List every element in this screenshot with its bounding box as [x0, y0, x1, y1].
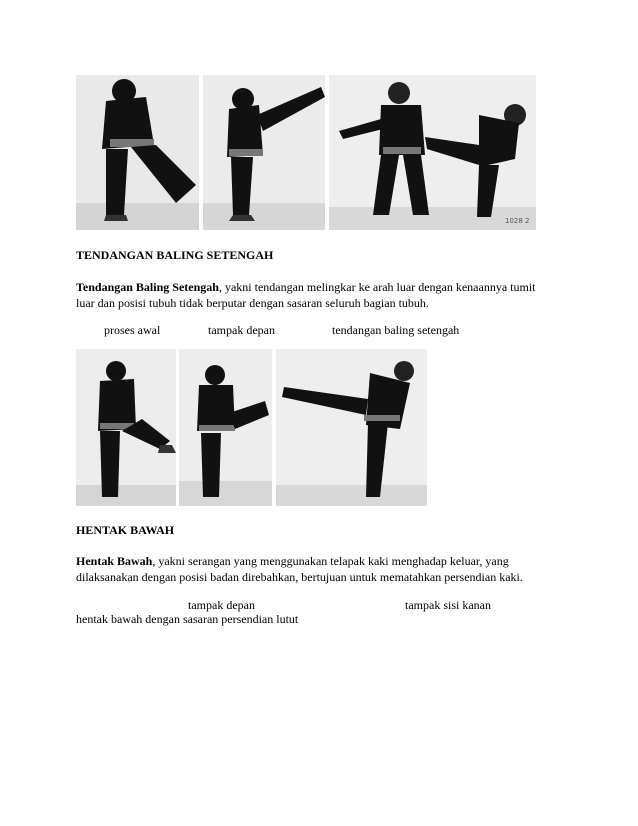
- caption-tampak-depan: tampak depan: [208, 323, 275, 337]
- caption-tendangan-baling-setengah: tendangan baling setengah: [332, 323, 460, 337]
- photo-high-kick-side: [203, 75, 325, 230]
- svg-text:1028 2: 1028 2: [505, 217, 530, 225]
- photo-sparring-kick: [329, 75, 536, 230]
- term-tendangan-baling-setengah: Tendangan Baling Setengah: [76, 280, 219, 294]
- caption-proses-awal: proses awal: [104, 323, 161, 337]
- paragraph-line-1: [76, 553, 509, 569]
- paragraph-text: , yakni serangan yang menggunakan telapak kaki menghadap keluar, yang: [152, 554, 509, 568]
- term-hentak-bawah: Hentak Bawah: [76, 554, 153, 568]
- paragraph-line-1: [76, 279, 536, 295]
- photo-raised-knee: [76, 349, 176, 506]
- section-heading-hentak-bawah: HENTAK BAWAH: [76, 523, 175, 537]
- section-heading-tendangan-baling-setengah: TENDANGAN BALING SETENGAH: [76, 248, 274, 262]
- caption-tampak-depan: tampak depan: [188, 598, 255, 612]
- paragraph-line-2: dilaksanakan dengan posisi badan direbahkan, bertujuan untuk mematahkan persendian kaki.: [76, 570, 523, 584]
- photo-knee-chamber-back: [179, 349, 272, 506]
- paragraph-line-2: luar dan posisi tubuh tidak berputar dengan sasaran seluruh bagian tubuh.: [76, 296, 429, 310]
- caption-hentak-bawah: hentak bawah dengan sasaran persendian lutut: [76, 612, 299, 626]
- caption-tampak-sisi-kanan: tampak sisi kanan: [405, 598, 491, 612]
- photo-side-kick-extended: [276, 349, 427, 506]
- paragraph-text: , yakni tendangan melingkar ke arah luar dengan kenaannya tumit: [218, 280, 536, 294]
- photo-kick-back-view: [76, 75, 199, 230]
